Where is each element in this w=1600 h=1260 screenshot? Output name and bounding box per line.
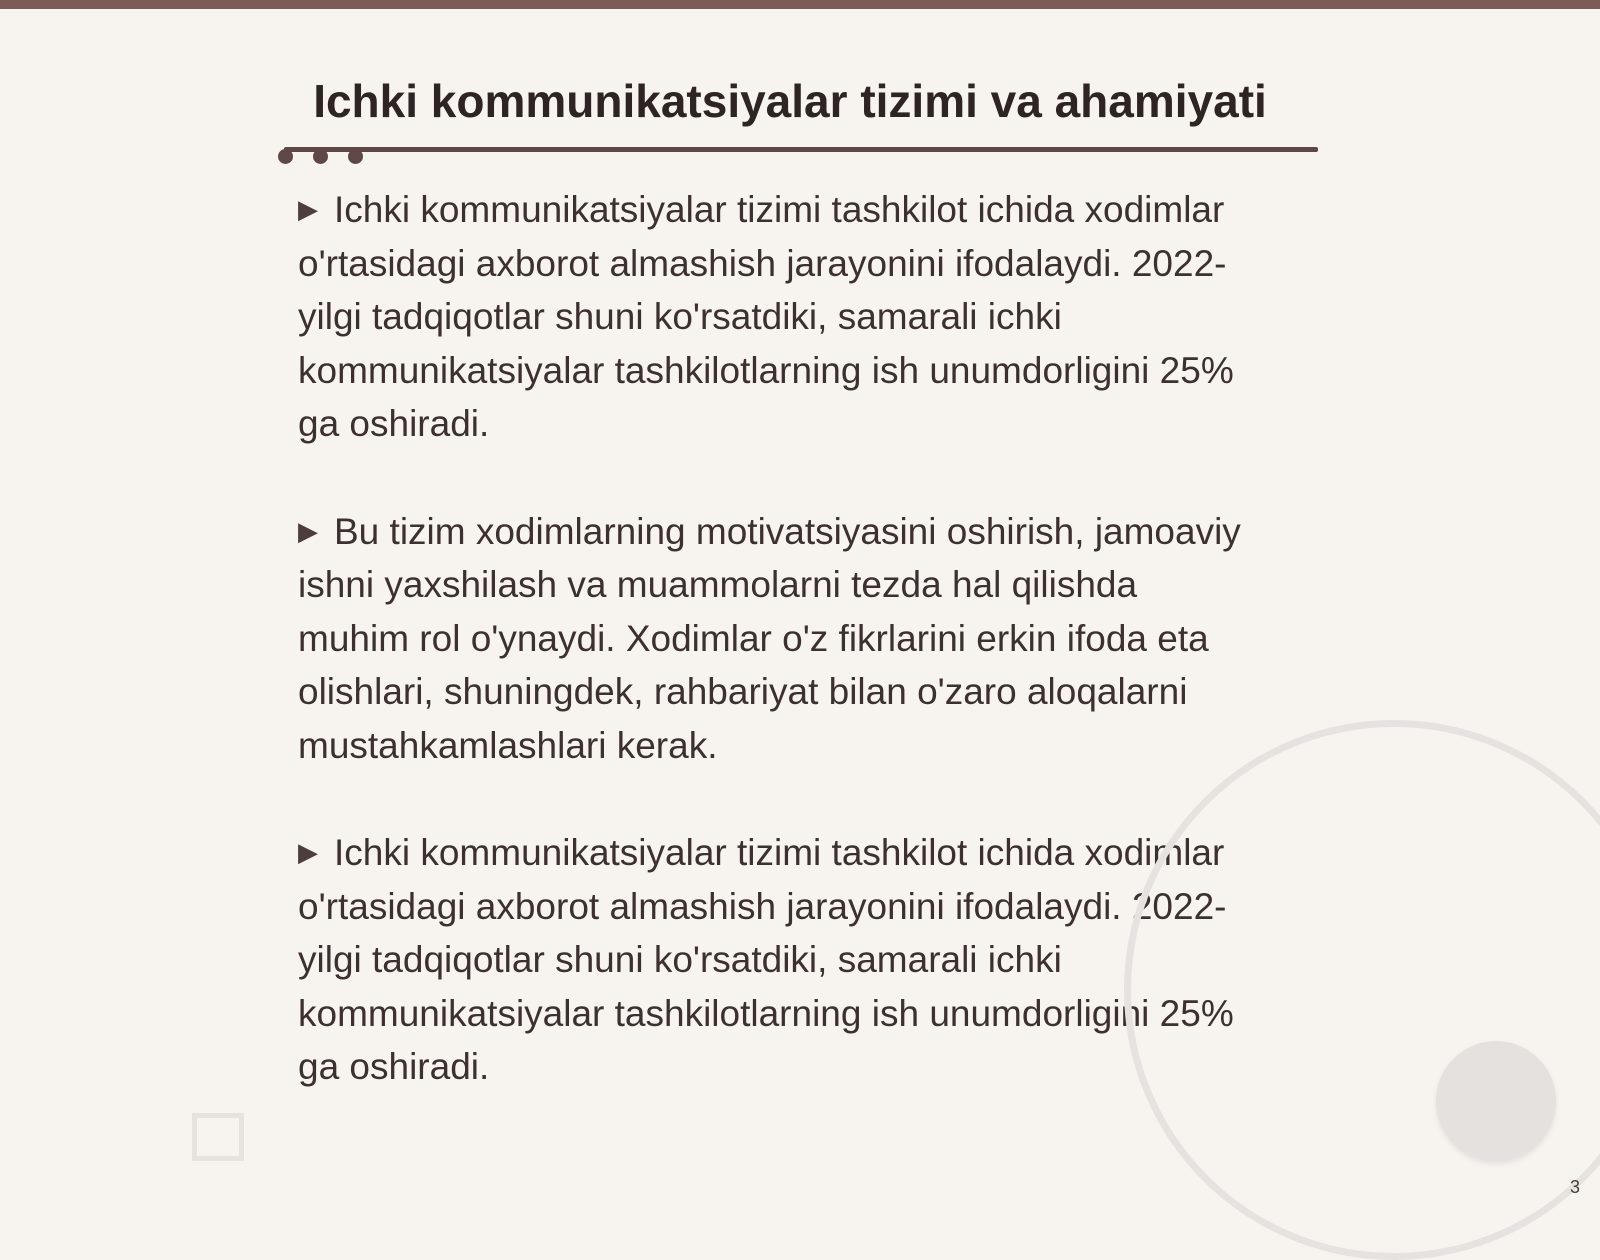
title-underline — [284, 147, 1318, 152]
bullet-paragraph — [298, 505, 1258, 773]
paragraph-text: Ichki kommunikatsiyalar tizimi tashkilot ichida xodimlar o'rtasidagi axborot almashish jarayonini ifodalaydi. 2022-yilgi tadqiqotlar shuni ko'rsatdiki, samarali ichki kommunikatsiyalar tashkilotlarning ish unumdorligini 25% ga oshiradi. — [298, 832, 1234, 1087]
paragraph-text: Ichki kommunikatsiyalar tizimi tashkilot ichida xodimlar o'rtasidagi axborot almashish jarayonini ifodalaydi. 2022-yilgi tadqiqotlar shuni ko'rsatdiki, samarali ichki kommunikatsiyalar tashkilotlarning ish unumdorligini 25% ga oshiradi. — [298, 189, 1234, 444]
underline-dot — [313, 149, 328, 164]
underline-dot — [348, 149, 363, 164]
decorative-disc — [1436, 1041, 1556, 1161]
bullet-arrow-icon: ▶ — [298, 194, 318, 224]
page-number: 3 — [1569, 1177, 1580, 1197]
underline-dot — [278, 149, 293, 164]
top-accent-bar — [0, 0, 1600, 9]
paragraph-text: Bu tizim xodimlarning motivatsiyasini oshirish, jamoaviy ishni yaxshilash va muammolarni tezda hal qilishda muhim rol o'ynaydi. Xodimlar o'z fikrlarini erkin ifoda eta olishlari, shuningdek, rahbariyat bilan o'zaro aloqalarni mustahkamlashlari kerak. — [298, 510, 1241, 766]
bullet-arrow-icon: ▶ — [298, 837, 318, 867]
bullet-arrow-icon: ▶ — [298, 515, 318, 546]
decorative-square — [192, 1113, 244, 1161]
slide-title: Ichki kommunikatsiyalar tizimi va ahamiyati — [313, 75, 1267, 127]
bullet-paragraph — [298, 826, 1258, 1094]
slide-body — [298, 183, 1258, 1148]
bullet-paragraph — [298, 183, 1258, 451]
